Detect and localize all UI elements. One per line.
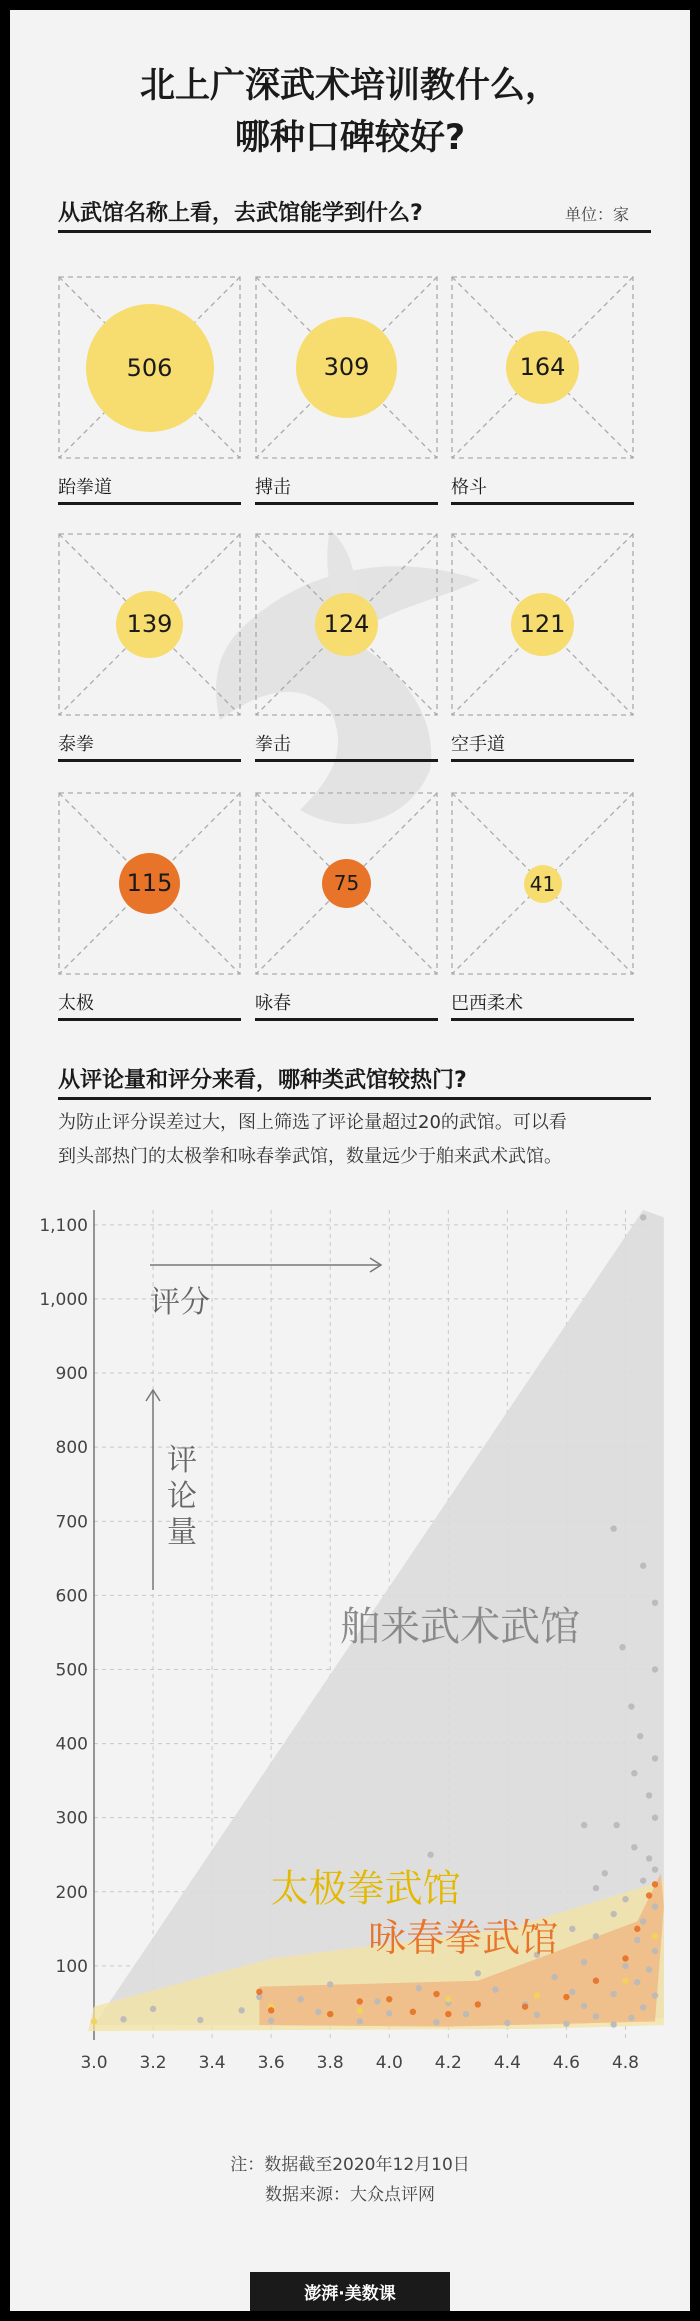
tile-label: 跆拳道 xyxy=(58,477,112,498)
tile-value-bubble: 41 xyxy=(524,865,562,903)
data-point-imported xyxy=(652,1903,658,1909)
tile xyxy=(451,792,634,1014)
data-point-imported xyxy=(646,1966,652,1972)
data-point-taiji xyxy=(652,1933,658,1939)
infographic-card xyxy=(10,10,690,2311)
x-tick-label: 4.2 xyxy=(434,2053,462,2073)
data-point-imported xyxy=(602,1870,608,1876)
logo-bar xyxy=(250,2272,450,2311)
x-tick-label: 4.8 xyxy=(611,2053,639,2073)
data-point-wingchun xyxy=(622,1955,628,1961)
data-point-imported xyxy=(640,1918,646,1924)
y-tick-label: 900 xyxy=(55,1364,88,1385)
tile-value-bubble: 121 xyxy=(511,593,574,656)
data-point-imported xyxy=(631,1770,637,1776)
data-point-wingchun xyxy=(475,2001,481,2007)
series-label-imported: 舶来武术武馆 xyxy=(340,1603,581,1650)
data-point-imported xyxy=(652,1755,658,1761)
data-point-wingchun xyxy=(386,1996,392,2002)
data-point-imported xyxy=(327,1981,333,1987)
footer-source: 数据来源：大众点评网 xyxy=(265,2185,435,2205)
y-tick-label: 700 xyxy=(55,1512,88,1533)
data-point-imported xyxy=(628,1703,634,1709)
tile-rule xyxy=(255,1018,438,1021)
data-point-imported xyxy=(238,2007,244,2013)
section2-subtitle xyxy=(58,1106,658,1174)
data-point-imported xyxy=(581,2003,587,2009)
data-point-imported xyxy=(631,1844,637,1850)
data-point-imported xyxy=(386,2010,392,2016)
data-point-imported xyxy=(416,1985,422,1991)
series-label-taiji: 太极拳武馆 xyxy=(270,1866,461,1911)
data-point-imported xyxy=(504,2020,510,2026)
tile-rule xyxy=(451,759,634,762)
section2-rule xyxy=(58,1097,651,1100)
data-point-imported xyxy=(563,2020,569,2026)
tile xyxy=(58,792,241,1014)
series-label-wingchun: 咏春拳武馆 xyxy=(368,1916,559,1961)
unit-label: 单位：家 xyxy=(565,205,630,224)
x-tick-label: 3.8 xyxy=(316,2053,344,2073)
title-line-2: 哪种口碑较好? xyxy=(234,118,466,158)
y-tick-label: 200 xyxy=(55,1882,88,1903)
tile-value-bubble: 115 xyxy=(119,853,180,914)
scatter-chart xyxy=(10,1185,690,2115)
data-point-wingchun xyxy=(256,1989,262,1995)
data-point-wingchun xyxy=(410,2009,416,2015)
data-point-imported xyxy=(315,2009,321,2015)
data-point-imported xyxy=(634,1937,640,1943)
data-point-imported xyxy=(640,1877,646,1883)
y-tick-label: 600 xyxy=(55,1586,88,1607)
data-point-imported xyxy=(463,2011,469,2017)
y-tick-label: 400 xyxy=(55,1734,88,1755)
data-point-wingchun xyxy=(327,2011,333,2017)
data-point-imported xyxy=(622,1963,628,1969)
data-point-imported xyxy=(610,1911,616,1917)
data-point-wingchun xyxy=(268,2007,274,2013)
data-point-imported xyxy=(652,1992,658,1998)
tile-label: 咏春 xyxy=(255,993,291,1014)
data-point-imported xyxy=(619,1644,625,1650)
tile-value-bubble: 139 xyxy=(116,591,183,658)
section2-title: 从评论量和评分来看，哪种类武馆较热门? xyxy=(58,1068,467,1093)
data-point-imported xyxy=(475,1970,481,1976)
y-axis-label-char: 量 xyxy=(167,1515,197,1550)
data-point-imported xyxy=(569,1926,575,1932)
data-point-imported xyxy=(374,1998,380,2004)
tile-value-bubble: 124 xyxy=(315,593,378,656)
data-point-imported xyxy=(120,2016,126,2022)
page-title xyxy=(10,60,690,164)
data-point-imported xyxy=(652,1948,658,1954)
x-axis-label: 评分 xyxy=(150,1285,210,1320)
data-point-imported xyxy=(593,2013,599,2019)
data-point-wingchun xyxy=(522,2003,528,2009)
subtitle-line-1: 为防止评分误差过大，图上筛选了评论量超过20的武馆。可以看 xyxy=(58,1112,567,1133)
data-point-taiji xyxy=(445,1996,451,2002)
tile-label: 空手道 xyxy=(451,734,505,755)
y-axis-label-char: 评 xyxy=(167,1443,197,1478)
tile-label: 格斗 xyxy=(451,477,487,498)
y-tick-label: 500 xyxy=(55,1660,88,1681)
y-tick-label: 1,000 xyxy=(39,1289,88,1310)
tile-label: 搏击 xyxy=(255,477,291,498)
tile-value-bubble: 506 xyxy=(86,304,214,432)
tile xyxy=(58,533,241,755)
data-point-imported xyxy=(652,1600,658,1606)
tile xyxy=(451,276,634,498)
tile xyxy=(451,533,634,755)
data-point-taiji xyxy=(91,2018,97,2024)
data-point-imported xyxy=(640,2004,646,2010)
data-point-imported xyxy=(150,2006,156,2012)
data-point-imported xyxy=(197,2017,203,2023)
data-point-imported xyxy=(646,1792,652,1798)
footer-note: 注：数据截至2020年12月10日 xyxy=(230,2155,470,2175)
data-point-taiji xyxy=(357,2007,363,2013)
data-point-imported xyxy=(628,2015,634,2021)
data-point-imported xyxy=(634,1979,640,1985)
data-point-wingchun xyxy=(433,1991,439,1997)
tile-rule xyxy=(451,1018,634,1021)
data-point-wingchun xyxy=(646,1892,652,1898)
data-point-imported xyxy=(357,2018,363,2024)
data-point-imported xyxy=(593,1933,599,1939)
data-point-imported xyxy=(427,1852,433,1858)
data-point-imported xyxy=(268,2018,274,2024)
data-point-imported xyxy=(622,1896,628,1902)
x-tick-label: 3.0 xyxy=(80,2053,108,2073)
data-point-imported xyxy=(551,1974,557,1980)
data-point-imported xyxy=(297,1996,303,2002)
data-point-imported xyxy=(569,1989,575,1995)
data-point-imported xyxy=(492,1986,498,1992)
data-point-imported xyxy=(613,1822,619,1828)
tile-label: 太极 xyxy=(58,993,94,1014)
title-line-1: 北上广深武术培训教什么， xyxy=(139,66,560,106)
data-point-taiji xyxy=(534,1992,540,1998)
data-point-wingchun xyxy=(445,2011,451,2017)
tile-value-bubble: 75 xyxy=(322,859,371,908)
y-tick-label: 300 xyxy=(55,1808,88,1829)
tile-rule xyxy=(255,502,438,505)
footer xyxy=(10,2150,690,2210)
y-tick-label: 800 xyxy=(55,1438,88,1459)
data-point-wingchun xyxy=(652,1881,658,1887)
data-point-imported xyxy=(652,1866,658,1872)
data-point-wingchun xyxy=(357,1998,363,2004)
data-point-imported xyxy=(640,1214,646,1220)
tile-rule xyxy=(58,759,241,762)
data-point-imported xyxy=(610,1991,616,1997)
data-point-wingchun xyxy=(593,1978,599,1984)
y-tick-label: 100 xyxy=(55,1956,88,1977)
data-point-imported xyxy=(610,1525,616,1531)
tile-rule xyxy=(451,502,634,505)
tile-rule xyxy=(58,1018,241,1021)
data-point-wingchun xyxy=(634,1926,640,1932)
data-point-taiji xyxy=(622,1978,628,1984)
tile-label: 巴西柔术 xyxy=(451,993,523,1014)
data-point-imported xyxy=(652,1814,658,1820)
x-tick-label: 4.4 xyxy=(493,2053,521,2073)
tile-value-bubble: 309 xyxy=(296,317,396,417)
data-point-imported xyxy=(652,1666,658,1672)
data-point-imported xyxy=(646,1855,652,1861)
logo-text: 澎湃·美数课 xyxy=(304,2284,396,2304)
tile-label: 拳击 xyxy=(255,734,291,755)
data-point-imported xyxy=(581,1959,587,1965)
x-tick-label: 3.2 xyxy=(139,2053,167,2073)
data-point-wingchun xyxy=(563,1994,569,2000)
tile-rule xyxy=(255,759,438,762)
y-tick-label: 1,100 xyxy=(39,1215,88,1236)
tile xyxy=(255,276,438,498)
subtitle-line-2: 到头部热门的太极拳和咏春拳武馆，数量远少于舶来武术武馆。 xyxy=(58,1146,562,1167)
x-tick-label: 4.6 xyxy=(552,2053,580,2073)
tile xyxy=(58,276,241,498)
data-point-imported xyxy=(640,1563,646,1569)
section1-rule xyxy=(58,230,651,233)
data-point-imported xyxy=(593,1885,599,1891)
data-point-imported xyxy=(581,1822,587,1828)
section1-title: 从武馆名称上看，去武馆能学到什么? xyxy=(58,201,423,226)
x-tick-label: 4.0 xyxy=(375,2053,403,2073)
tile xyxy=(255,533,438,755)
tile-label: 泰拳 xyxy=(58,734,94,755)
tile xyxy=(255,792,438,1014)
tile-rule xyxy=(58,502,241,505)
y-axis-label-char: 论 xyxy=(167,1479,197,1514)
x-tick-label: 3.4 xyxy=(198,2053,226,2073)
x-tick-label: 3.6 xyxy=(257,2053,285,2073)
data-point-imported xyxy=(637,1733,643,1739)
data-point-imported xyxy=(610,2021,616,2027)
data-point-imported xyxy=(534,2012,540,2018)
data-point-imported xyxy=(433,2019,439,2025)
tile-value-bubble: 164 xyxy=(506,331,579,404)
